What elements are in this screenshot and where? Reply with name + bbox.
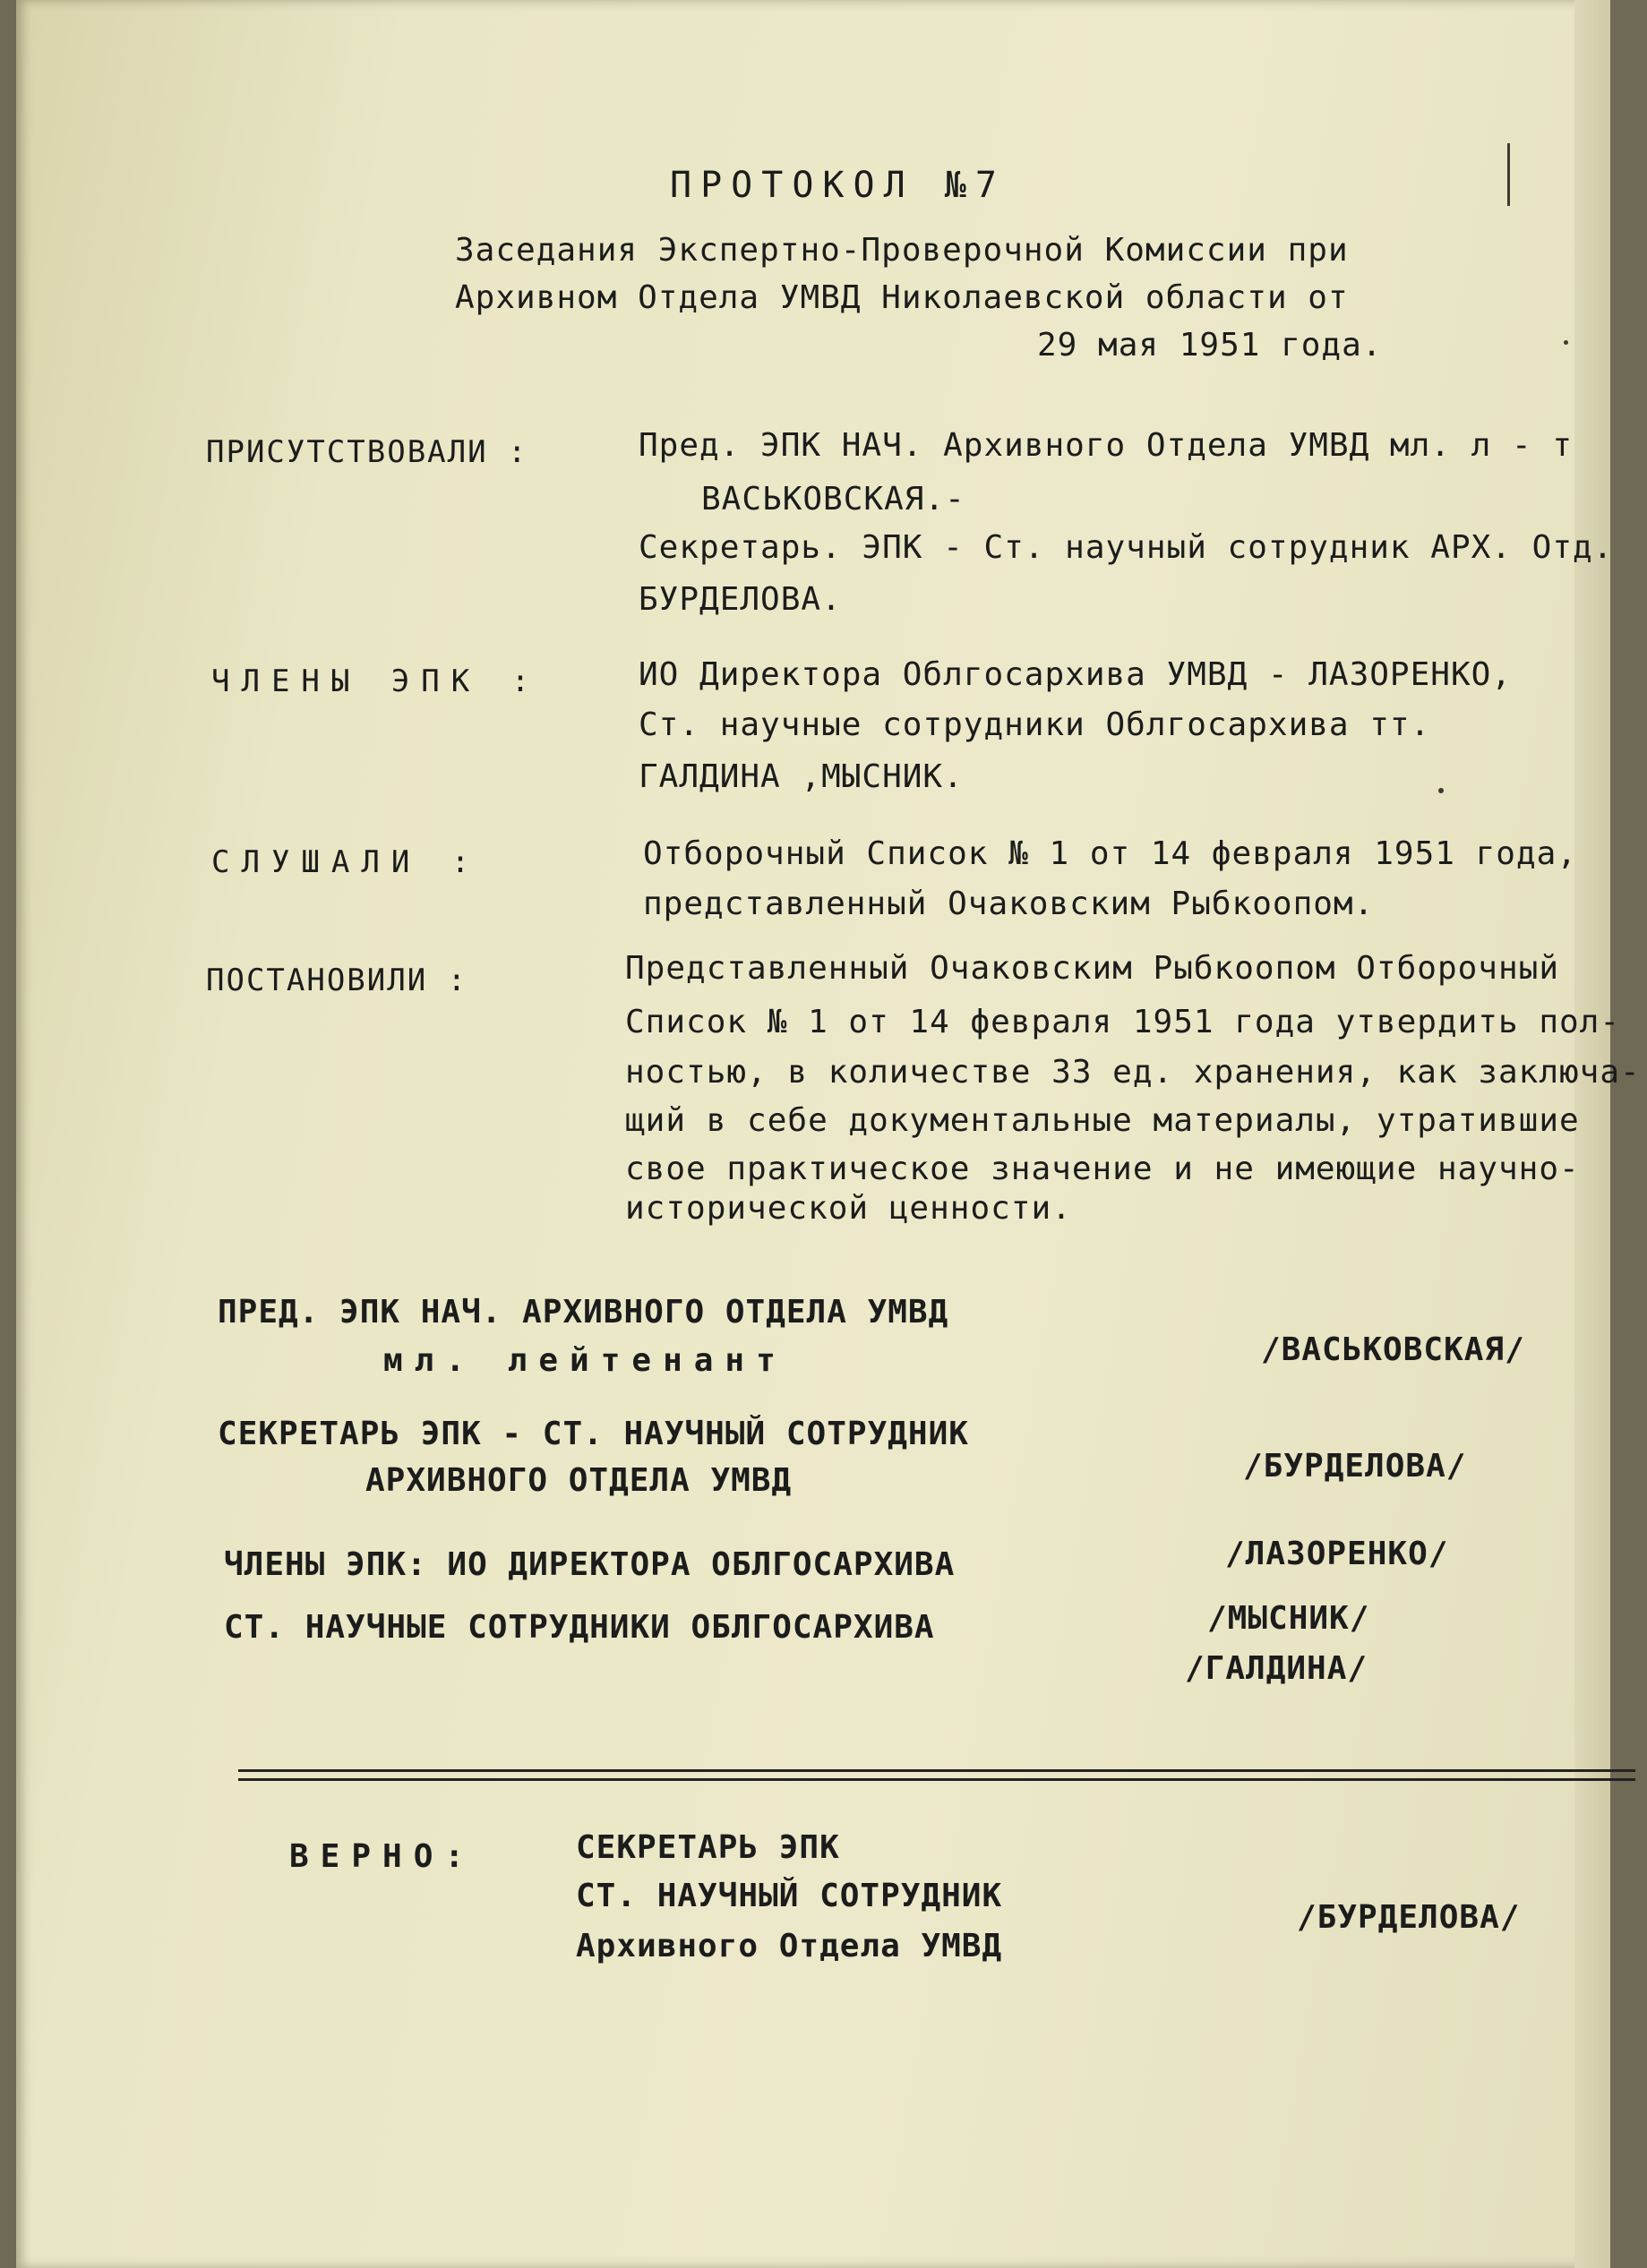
paper-edge bbox=[1574, 0, 1610, 2268]
secretary-title-line-2: АРХИВНОГО ОТДЕЛА УМВД bbox=[365, 1462, 793, 1499]
ink-mark bbox=[1564, 340, 1568, 345]
certified-line-3: Архивного Отдела УМВД bbox=[576, 1928, 1003, 1964]
chair-title-line-2: мл. лейтенант bbox=[383, 1342, 787, 1379]
chair-name: /ВАСЬКОВСКАЯ/ bbox=[1261, 1331, 1525, 1368]
protocol-title: ПРОТОКОЛ №7 bbox=[670, 165, 1006, 206]
secretary-title-line-1: СЕКРЕТАРЬ ЭПК - СТ. НАУЧНЫЙ СОТРУДНИК bbox=[218, 1416, 969, 1452]
members-sign-line: ЧЛЕНЫ ЭПК: ИО ДИРЕКТОРА ОБЛГОСАРХИВА bbox=[224, 1546, 956, 1583]
heard-line-1: Отборочный Список № 1 от 14 февраля 1951 года, bbox=[643, 835, 1577, 872]
document-page bbox=[16, 0, 1641, 2268]
present-line-3: Секретарь. ЭПК - Ст. научный сотрудник АРХ. Отд. bbox=[639, 529, 1614, 566]
present-line-4: БУРДЕЛОВА. bbox=[639, 581, 842, 618]
staff-sign-name-2: /ГАЛДИНА/ bbox=[1185, 1650, 1368, 1687]
heard-label: СЛУШАЛИ : bbox=[211, 844, 482, 880]
resolved-line-5: свое практическое значение и не имеющие научно- bbox=[625, 1151, 1580, 1187]
chair-title-line-1: ПРЕД. ЭПК НАЧ. АРХИВНОГО ОТДЕЛА УМВД bbox=[218, 1294, 949, 1331]
separator-rule-bottom bbox=[238, 1778, 1635, 1781]
members-line-1: ИО Директора Облгосархива УМВД - ЛАЗОРЕНКО, bbox=[639, 656, 1512, 693]
subtitle-line-2: Архивном Отдела УМВД Николаевской области от bbox=[455, 279, 1349, 316]
heard-line-2: представленный Очаковским Рыбкоопом. bbox=[643, 886, 1375, 922]
members-line-3: ГАЛДИНА ,МЫСНИК. bbox=[639, 758, 964, 795]
present-line-2: ВАСЬКОВСКАЯ.- bbox=[701, 481, 965, 518]
members-label: ЧЛЕНЫ ЭПК : bbox=[211, 663, 542, 699]
resolved-line-2: Список № 1 от 14 февраля 1951 года утвердить пол- bbox=[625, 1004, 1621, 1040]
subtitle-line-1: Заседания Экспертно-Проверочной Комиссии при bbox=[455, 232, 1349, 269]
ink-mark bbox=[1438, 788, 1444, 793]
present-label: ПРИСУТСТВОВАЛИ : bbox=[206, 434, 528, 470]
present-line-1: Пред. ЭПК НАЧ. Архивного Отдела УМВД мл. л - т bbox=[639, 427, 1573, 464]
certified-line-1: СЕКРЕТАРЬ ЭПК bbox=[576, 1829, 840, 1866]
resolved-line-4: щий в себе документальные материалы, утратившие bbox=[625, 1102, 1580, 1139]
separator-rule-top bbox=[238, 1769, 1635, 1772]
certified-name: /БУРДЕЛОВА/ bbox=[1297, 1899, 1521, 1936]
certified-line-2: СТ. НАУЧНЫЙ СОТРУДНИК bbox=[576, 1878, 1003, 1914]
secretary-name: /БУРДЕЛОВА/ bbox=[1243, 1448, 1467, 1485]
resolved-line-3: ностью, в количестве 33 ед. хранения, как заключа- bbox=[625, 1054, 1641, 1091]
resolved-line-6: исторической ценности. bbox=[625, 1190, 1072, 1227]
staff-sign-line: СТ. НАУЧНЫЕ СОТРУДНИКИ ОБЛГОСАРХИВА bbox=[224, 1609, 935, 1646]
resolved-line-1: Представленный Очаковским Рыбкоопом Отборочный bbox=[625, 950, 1559, 987]
resolved-label: ПОСТАНОВИЛИ : bbox=[206, 963, 468, 998]
members-line-2: Ст. научные сотрудники Облгосархива тт. bbox=[639, 706, 1431, 743]
members-sign-name: /ЛАЗОРЕНКО/ bbox=[1225, 1536, 1449, 1572]
ink-mark bbox=[1507, 143, 1510, 206]
protocol-date: 29 мая 1951 года. bbox=[1037, 327, 1383, 364]
certified-label: ВЕРНО: bbox=[289, 1838, 476, 1875]
staff-sign-name-1: /МЫСНИК/ bbox=[1207, 1600, 1370, 1637]
